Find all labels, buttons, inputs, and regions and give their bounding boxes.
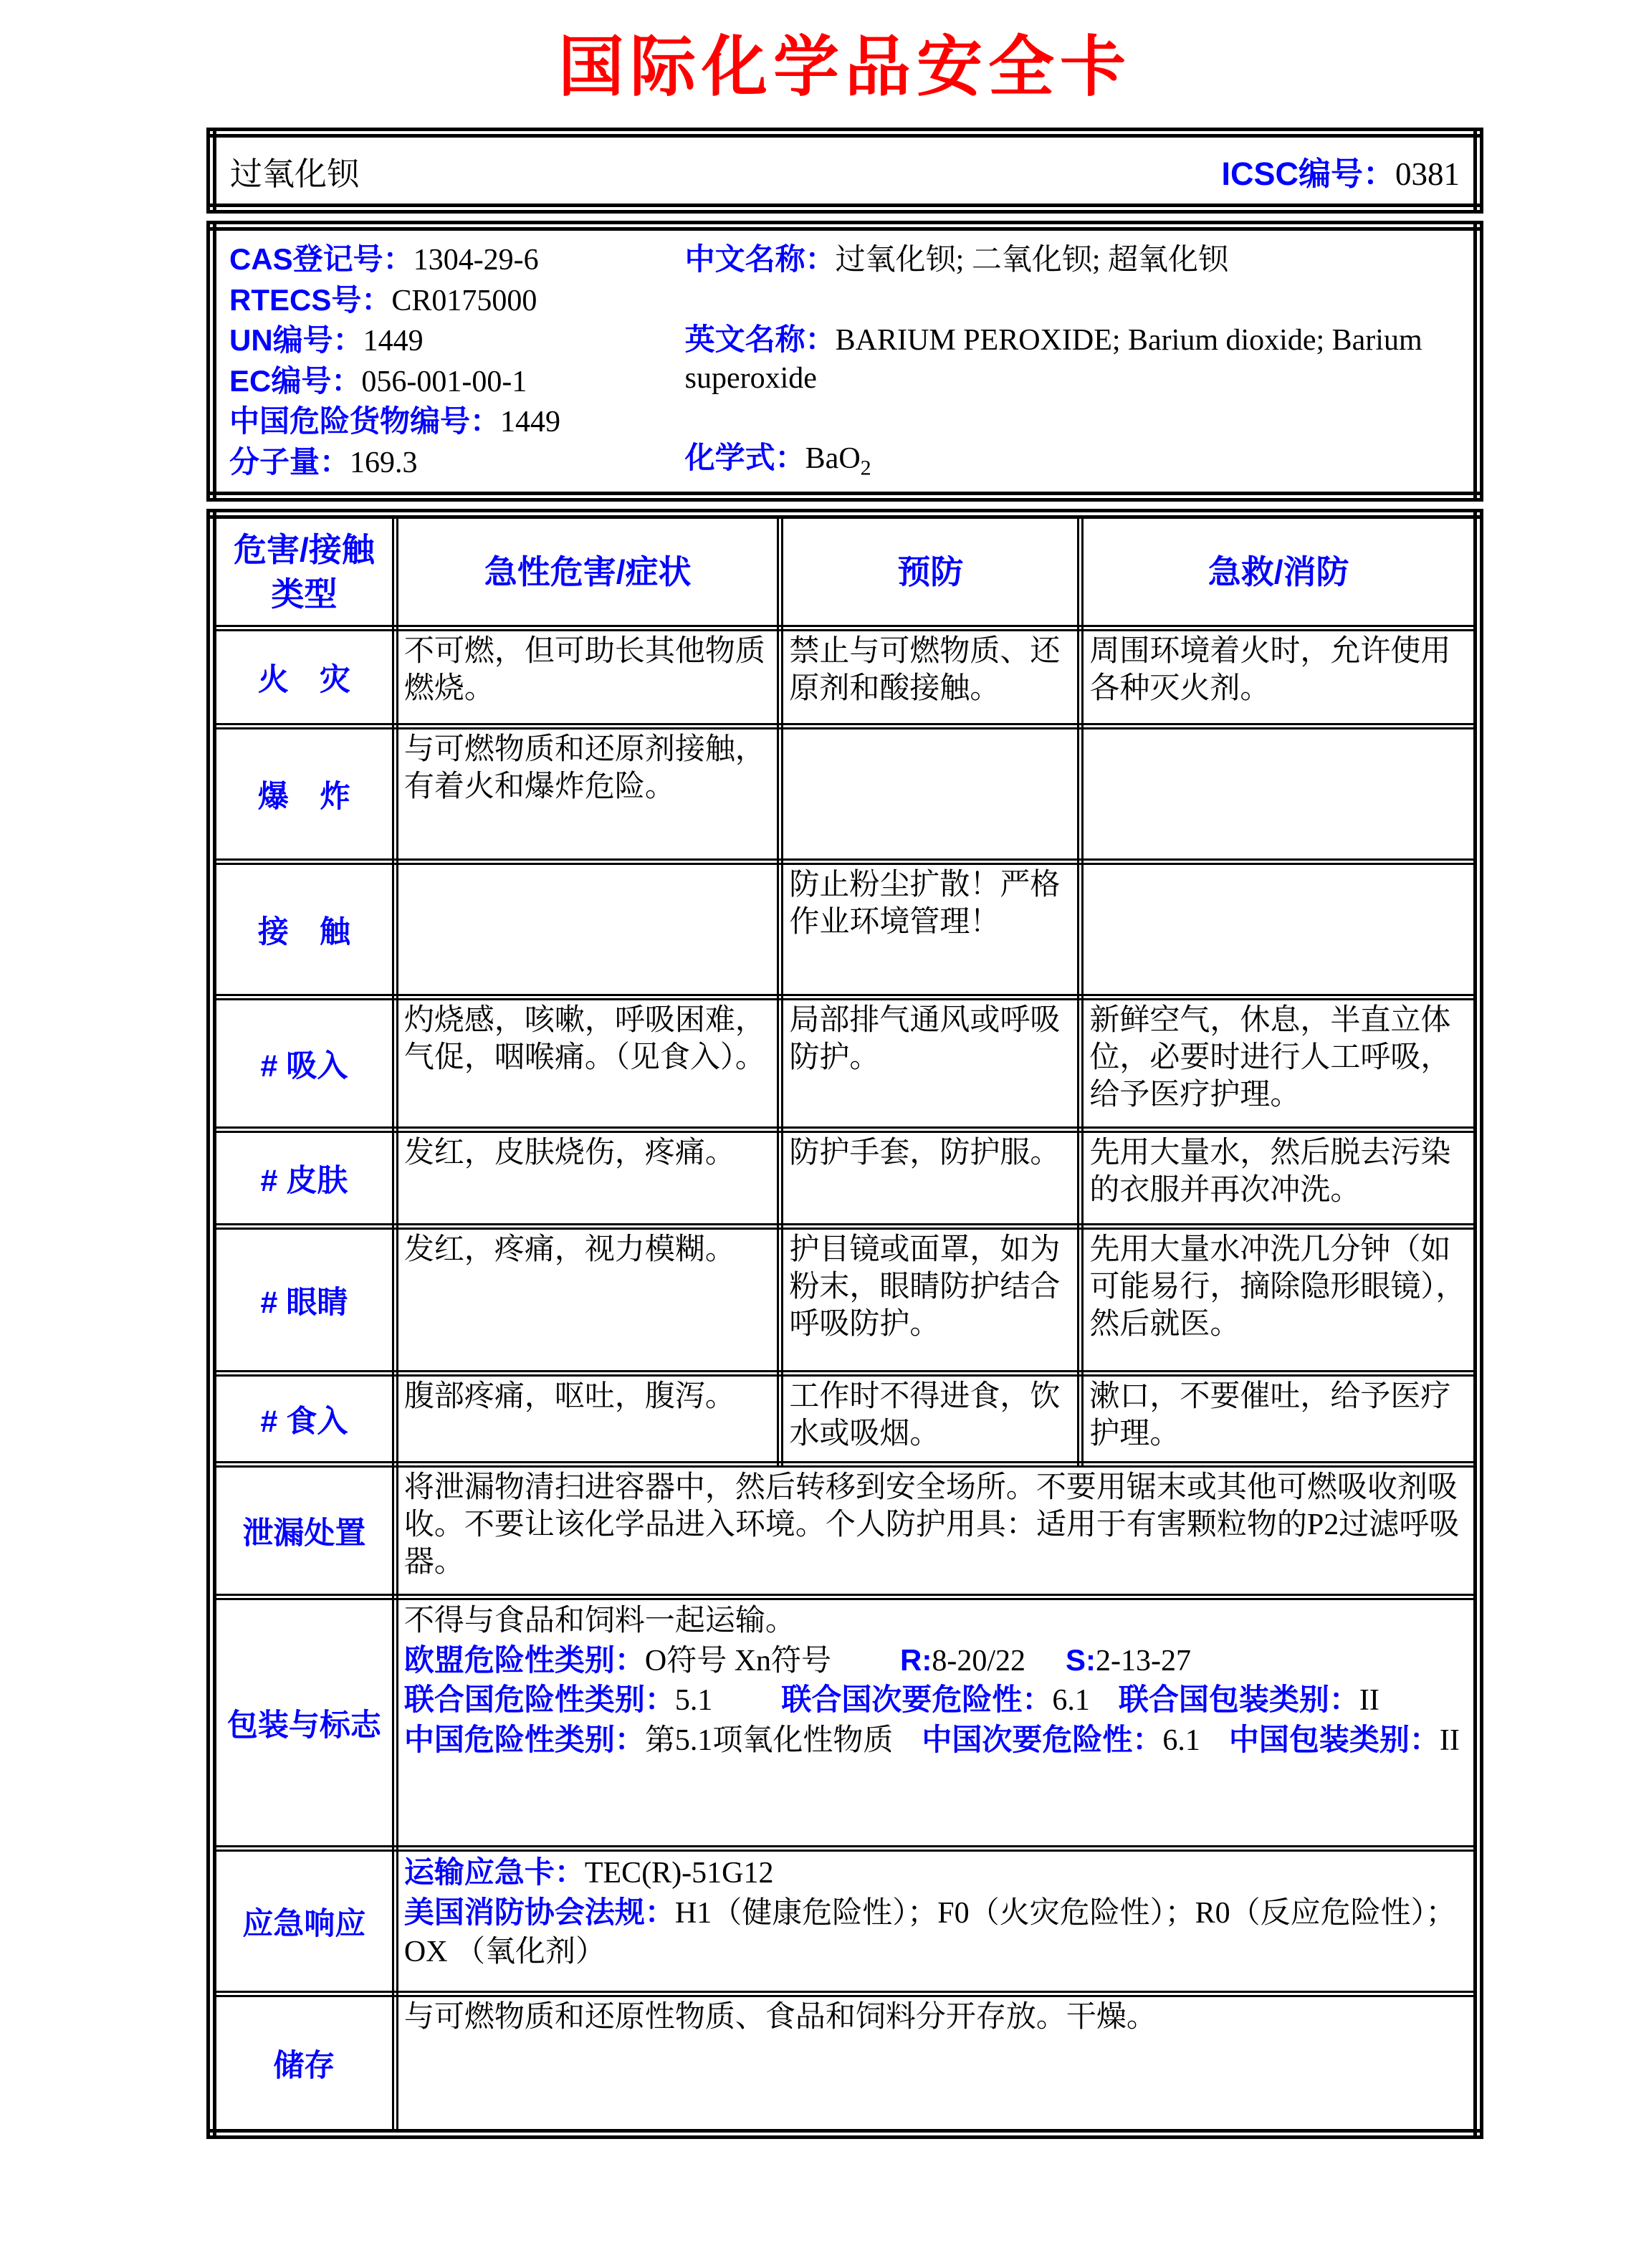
row-fire xyxy=(211,628,1478,727)
spill-text: 将泄漏物清扫进容器中，然后转移到安全场所。不要用锯末或其他可燃吸收剂吸收。不要让该化学品进入环境。个人防护用具：适用于有害颗粒物的P2过滤呼吸器。 xyxy=(395,1465,1478,1597)
hazard-table xyxy=(206,509,1483,2139)
china-classification: 中国危险性类别：第5.1项氧化性物质 中国次要危险性：6.1 中国包装类别：II xyxy=(403,1722,1460,1757)
eyes-prevention: 护目镜或面罩，如为粉末，眼睛防护结合呼吸防护。 xyxy=(780,1227,1081,1374)
header-table xyxy=(206,128,1483,214)
ingestion-prevention: 工作时不得进食，饮水或吸烟。 xyxy=(780,1374,1081,1465)
emergency-cell xyxy=(395,1849,1478,1994)
contact-symptoms xyxy=(395,862,780,997)
row-contact xyxy=(211,862,1478,997)
row-skin-label: # 皮肤 xyxy=(211,1130,395,1227)
row-fire-label: 火 灾 xyxy=(211,628,395,727)
fire-first-aid: 周围环境着火时，允许使用各种灭火剂。 xyxy=(1081,628,1478,727)
name-list xyxy=(685,241,1460,482)
fire-symptoms: 不可燃，但可助长其他物质燃烧。 xyxy=(395,628,780,727)
row-spill-disposal xyxy=(211,1465,1478,1597)
rtecs-number: RTECS号：CR0175000 xyxy=(229,282,537,317)
row-contact-label: 接 触 xyxy=(211,862,395,997)
row-eyes-label: # 眼睛 xyxy=(211,1227,395,1374)
row-inhalation-label: # 吸入 xyxy=(211,997,395,1130)
chinese-names: 中文名称：过氧化钡; 二氧化钡; 超氧化钡 xyxy=(684,242,1229,277)
row-eyes xyxy=(211,1227,1478,1374)
row-emergency-label: 应急响应 xyxy=(211,1849,395,1994)
row-storage-label: 储存 xyxy=(211,1994,395,2135)
row-ingestion xyxy=(211,1374,1478,1465)
column-header-symptoms: 急性危害/症状 xyxy=(395,514,780,628)
english-names: 英文名称：BARIUM PEROXIDE; Barium dioxide; Barium superoxide xyxy=(684,322,1422,395)
row-ingestion-label: # 食入 xyxy=(211,1374,395,1465)
cas-number: CAS登记号：1304-29-6 xyxy=(229,242,539,277)
chemical-name: 过氧化钡 xyxy=(230,155,360,192)
china-dg-number: 中国危险货物编号：1449 xyxy=(229,404,561,439)
formula-subscript: 2 xyxy=(860,456,871,480)
ingestion-symptoms: 腹部疼痛，呕吐，腹泻。 xyxy=(395,1374,780,1465)
eyes-symptoms: 发红，疼痛，视力模糊。 xyxy=(395,1227,780,1374)
icsc-number-label: ICSC编号： xyxy=(1221,155,1395,192)
molecular-weight: 分子量：169.3 xyxy=(229,444,418,479)
un-classification: 联合国危险性类别：5.1 联合国次要危险性：6.1 联合国包装类别：II xyxy=(403,1683,1379,1718)
transport-emergency-card: 运输应急卡：TEC(R)-51G12 xyxy=(403,1855,774,1890)
skin-first-aid: 先用大量水，然后脱去污染的衣服并再次冲洗。 xyxy=(1081,1130,1478,1227)
row-skin xyxy=(211,1130,1478,1227)
identifier-list xyxy=(229,241,685,482)
header-cell xyxy=(211,133,1478,209)
explosion-first-aid xyxy=(1081,727,1478,862)
icsc-number xyxy=(1221,148,1460,194)
nfpa-code: 美国消防协会法规：H1（健康危险性）；F0（火灾危险性）；R0（反应危险性）；OX （氧化剂） xyxy=(403,1895,1456,1969)
hazard-table-header-row xyxy=(211,514,1478,628)
chemical-formula: 化学式：BaO$_2$ xyxy=(684,441,871,480)
transport-note: 不得与食品和饲料一起运输。 xyxy=(403,1604,795,1637)
un-number: UN编号：1449 xyxy=(229,323,424,358)
row-packaging-labelling xyxy=(211,1597,1478,1849)
explosion-symptoms: 与可燃物质和还原剂接触，有着火和爆炸危险。 xyxy=(395,727,780,862)
icsc-number-value: 0381 xyxy=(1395,155,1460,192)
page-title: 国际化学品安全卡 xyxy=(558,31,1132,104)
inhalation-prevention: 局部排气通风或呼吸防护。 xyxy=(780,997,1081,1130)
eu-classification: 欧盟危险性类别：O符号 Xn符号 R:8-20/22 S:2-13-27 xyxy=(403,1642,1192,1678)
info-cell xyxy=(211,226,1478,497)
row-spill-label: 泄漏处置 xyxy=(211,1465,395,1597)
column-header-prevention: 预防 xyxy=(780,514,1081,628)
row-inhalation xyxy=(211,997,1478,1130)
storage-text: 与可燃物质和还原性物质、食品和饲料分开存放。干燥。 xyxy=(395,1994,1478,2135)
fire-prevention: 禁止与可燃物质、还原剂和酸接触。 xyxy=(780,628,1081,727)
contact-first-aid xyxy=(1081,862,1478,997)
row-emergency-response xyxy=(211,1849,1478,1994)
column-header-first-aid: 急救/消防 xyxy=(1081,514,1478,628)
inhalation-symptoms: 灼烧感，咳嗽，呼吸困难，气促，咽喉痛。（见食入）。 xyxy=(395,997,780,1130)
skin-symptoms: 发红，皮肤烧伤，疼痛。 xyxy=(395,1130,780,1227)
eyes-first-aid: 先用大量水冲洗几分钟（如可能易行，摘除隐形眼镜），然后就医。 xyxy=(1081,1227,1478,1374)
row-explosion xyxy=(211,727,1478,862)
explosion-prevention xyxy=(780,727,1081,862)
row-storage xyxy=(211,1994,1478,2135)
column-header-hazard-type: 危害/接触类型 xyxy=(211,514,395,628)
row-packaging-label: 包装与标志 xyxy=(211,1597,395,1849)
row-explosion-label: 爆 炸 xyxy=(211,727,395,862)
inhalation-first-aid: 新鲜空气，休息，半直立体位，必要时进行人工呼吸，给予医疗护理。 xyxy=(1081,997,1478,1130)
ingestion-first-aid: 漱口，不要催吐，给予医疗护理。 xyxy=(1081,1374,1478,1465)
contact-prevention: 防止粉尘扩散！严格作业环境管理！ xyxy=(780,862,1081,997)
icsc-card xyxy=(206,0,1483,2139)
packaging-cell xyxy=(395,1597,1478,1849)
ec-number: EC编号：056-001-00-1 xyxy=(229,363,527,398)
info-table xyxy=(206,221,1483,502)
skin-prevention: 防护手套，防护服。 xyxy=(780,1130,1081,1227)
